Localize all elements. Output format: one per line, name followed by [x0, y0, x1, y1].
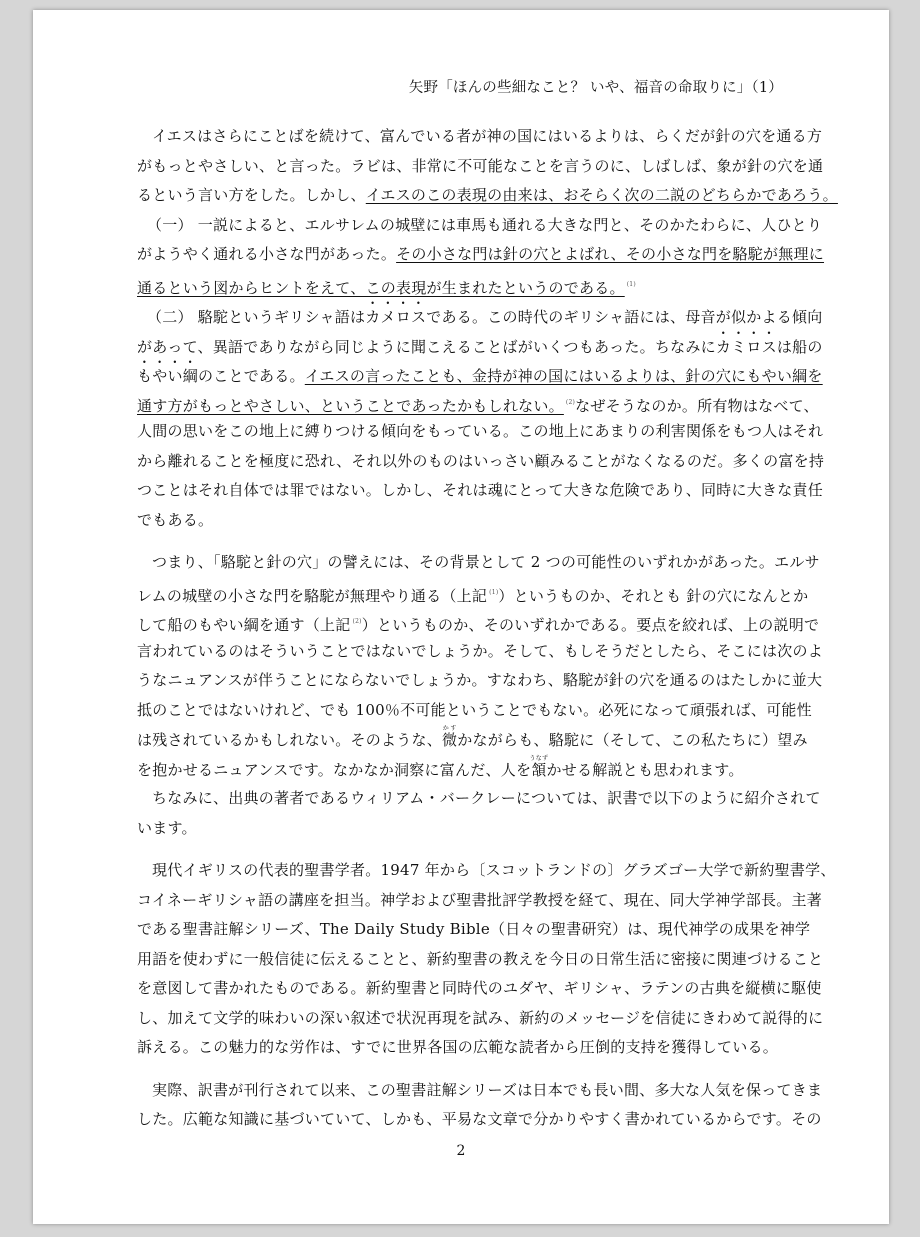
text-line: である聖書註解シリーズ、The Daily Study Bible（日々の聖書研究）は、現代神学の成果を神学 — [137, 920, 811, 938]
footnote-marker: (2) — [352, 618, 362, 625]
footnote-marker: (1) — [489, 588, 499, 596]
ruby-base: 頷 — [529, 760, 549, 779]
text-line — [137, 578, 809, 608]
document-page — [33, 10, 889, 1224]
paragraph-gap — [137, 535, 797, 548]
text-line — [137, 329, 823, 359]
text-span: があって、異語でありながら同じように聞こえることばがいくつもあった。ちなみに — [137, 337, 716, 356]
text-line: ちなみに、出典の著者であるウィリアム・バークレーについては、訳書で以下のように紹介されて — [152, 789, 821, 807]
ruby-reading: かす — [442, 725, 458, 732]
text-line: でもある。 — [137, 510, 214, 529]
text-span: は残されているかもしれない。そのような、 — [137, 731, 443, 749]
text-line: 用語を使わずに一般信徒に伝えることと、新約聖書の教えを今日の日常生活に密接に関連づけること — [137, 949, 824, 968]
page-body — [137, 122, 838, 1135]
footnote-marker: (1) — [626, 280, 636, 288]
text-span: （二） 駱駝というギリシャ語は — [147, 308, 366, 326]
text-span: なぜそうなのか。所有物はなべて、 — [575, 396, 819, 415]
paragraph — [137, 548, 823, 784]
text-line: つことはそれ自体では罪ではない。しかし、それは魂にとって大きな危険であり、同時に大きな責任 — [137, 481, 823, 499]
ruby-base: 微 — [442, 731, 458, 749]
ruby-word — [442, 725, 458, 749]
underlined-text: イエスの言ったことも、金持が神の国にはいるよりは、針の穴にもやい綱を — [304, 367, 823, 385]
running-header: 矢野「ほんの些細なこと？ いや、福音の命取りに」（1） — [408, 80, 783, 96]
text-line — [137, 358, 823, 388]
text-line: から離れることを極度に恐れ、それ以外のものはいっさい顧みることがなくなるのだ。多くの富を持 — [137, 451, 825, 470]
text-span: は船の — [776, 337, 823, 356]
paragraph — [137, 122, 838, 211]
text-line: 言われているのはそういうことではないでしょうか。そして、もしそうだとしたら、そこには次のよ — [137, 641, 823, 660]
text-line — [137, 240, 825, 270]
text-line: 実際、訳書が刊行されて以来、この聖書註解シリーズは日本でも長い間、多大な人気を保ってきま — [152, 1080, 823, 1099]
emphasis-text: もやい綱 — [137, 367, 199, 385]
text-span: である。この時代のギリシャ語には、母音が似かよる傾向 — [426, 308, 823, 326]
text-span: がようやく通れる小さな門があった。 — [137, 245, 397, 263]
underlined-text: 通す方がもっとやさしい、ということであったかもしれない。 — [137, 396, 564, 415]
text-span: して船のもやい綱を通す（上記 — [137, 616, 351, 634]
text-line: し、加えて文学的味わいの深い叙述で状況再現を試み、新約のメッセージを信徒にきわめて説得的に — [137, 1008, 824, 1027]
footnote-marker: (2) — [565, 398, 576, 406]
text-span: を抱かせるニュアンスです。なかなか洞察に富んだ、人を — [137, 760, 532, 779]
text-line: います。 — [137, 818, 197, 837]
text-line: うなニュアンスが伴うことにならないでしょうか。すなわち、駱駝が針の穴を通るのはたしかに並大 — [137, 671, 823, 689]
text-line: がもっとやさしい、と言った。ラビは、非常に不可能なことを言うのに、しばしば、象が針の穴を通 — [137, 156, 824, 175]
text-line: コイネーギリシャ語の講座を担当。神学および聖書批評学教授を経て、現在、同大学神学部長。主著 — [137, 890, 823, 909]
text-span: かせる解説とも思われます。 — [546, 760, 744, 779]
text-line: を意図して書かれたものである。新約聖書と同時代のユダヤ、ギリシャ、ラテンの古典を縦横に駆使 — [137, 979, 822, 997]
text-span: ）というものか、そのいずれかである。要点を絞れば、上の説明で — [361, 616, 820, 634]
text-line — [137, 388, 819, 418]
text-span: るという言い方をした。しかし、 — [137, 186, 366, 204]
text-line — [137, 755, 797, 785]
text-line: つまり、「駱駝と針の穴」の譬えには、その背景として 2 つの可能性のいずれかがあった。エルサ — [152, 553, 820, 571]
text-line: イエスはさらにことばを続けて、富んでいる者が神の国にはいるよりは、らくだが針の穴を通る方 — [152, 127, 823, 145]
text-span: レムの城壁の小さな門を駱駝が無理やり通る（上記 — [137, 586, 488, 605]
text-span: かながらも、駱駝に（そして、この私たちに）望み — [457, 731, 808, 749]
text-line — [137, 607, 820, 637]
text-line — [137, 299, 823, 329]
emphasis-text: カメロス — [365, 308, 427, 326]
paragraph-gap — [137, 1063, 797, 1076]
text-line — [137, 181, 838, 211]
text-line — [137, 270, 797, 300]
paragraph-gap — [137, 843, 797, 856]
text-line: した。広範な知識に基づいていて、しかも、平易な文章で分かりやすく書かれているからです。その — [137, 1110, 822, 1128]
text-span: ）というものか、それとも 針の穴になんとか — [498, 586, 809, 605]
ruby-word — [529, 754, 549, 779]
text-line: （一） 一説によると、エルサレムの城壁には車馬も通れる大きな門と、そのかたわらに、人ひとり — [147, 215, 823, 234]
page-number: 2 — [456, 1143, 466, 1159]
text-span: のことである。 — [198, 367, 305, 385]
text-line: 抵のことではないけれど、でも 100％不可能ということでもない。必死になって頑張れば、可能性 — [137, 700, 812, 719]
emphasis-text: カミロス — [715, 337, 777, 356]
paragraph — [137, 299, 825, 535]
paragraph — [137, 784, 821, 843]
text-line: 人間の思いをこの地上に縛りつける傾向をもっている。この地上にあまりの利害関係をもつ人はそれ — [137, 422, 824, 440]
ruby-reading: うなず — [529, 754, 549, 762]
underlined-text: その小さな門は針の穴とよばれ、その小さな門を駱駝が無理に — [396, 245, 825, 263]
underlined-text: イエスのこの表現の由来は、おそらく次の二説のどちらかであろう。 — [365, 186, 838, 204]
text-line: 訴える。この魅力的な労作は、すでに世界各国の広範な読者から圧倒的支持を獲得している。 — [137, 1038, 778, 1056]
text-line — [137, 725, 808, 755]
quotation — [137, 856, 836, 1063]
paragraph — [137, 1076, 823, 1135]
text-line: 現代イギリスの代表的聖書学者。1947 年から〔スコットランドの〕グラズゴー大学で新約聖書学、 — [152, 861, 836, 879]
underlined-text: 通るという図からヒントをえて、この表現が生まれたというのである。 — [137, 278, 625, 297]
paragraph — [137, 211, 825, 300]
